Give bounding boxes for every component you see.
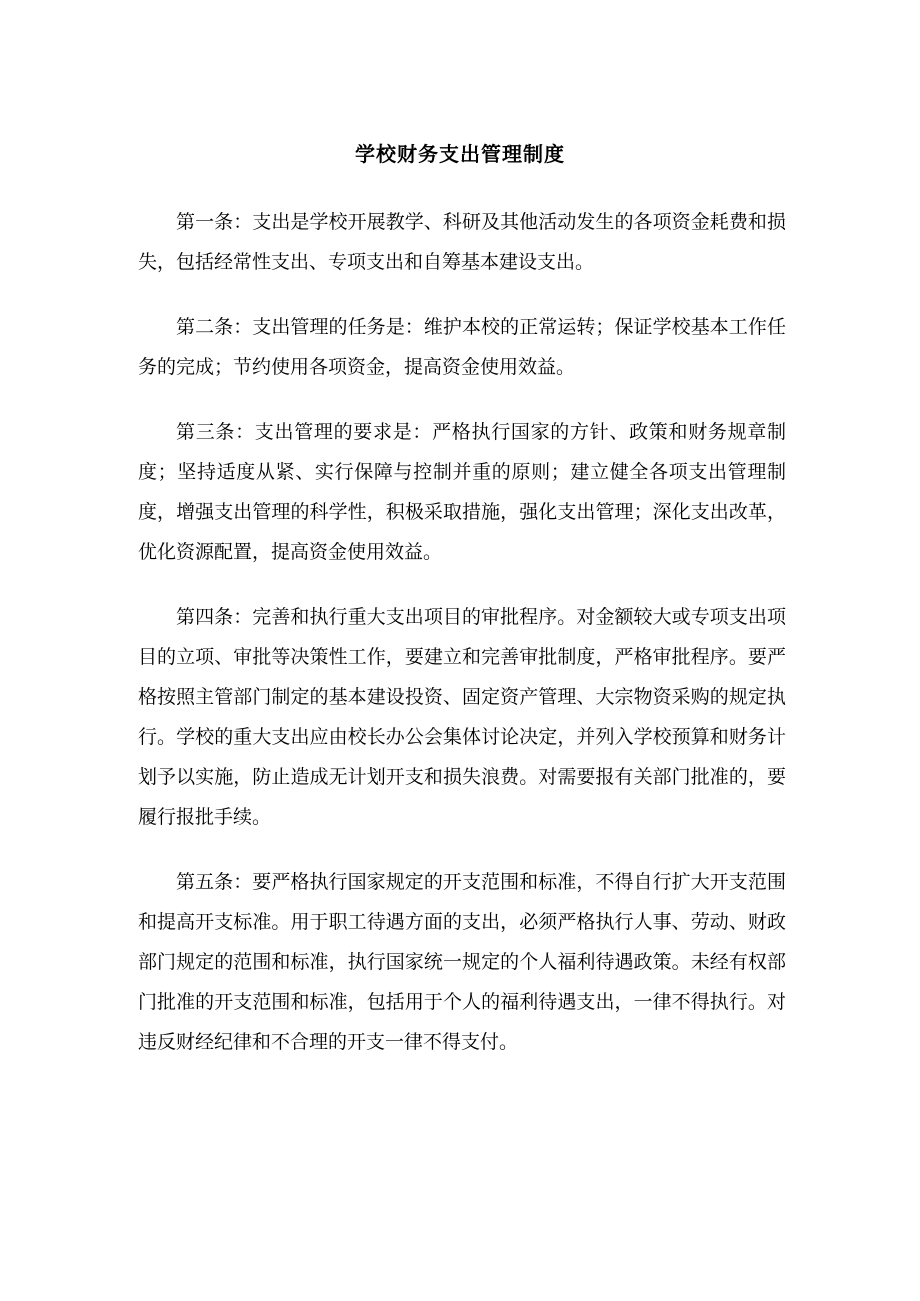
document-body <box>138 202 786 1087</box>
document-title: 学校财务支出管理制度 <box>355 142 565 166</box>
article-3: 第三条：支出管理的要求是：严格执行国家的方针、政策和财务规章制度；坚持适度从紧、实行保障与控制并重的原则；建立健全各项支出管理制度，增强支出管理的科学性，积极采取措施，强化支出管理；深化支出改革，优化资源配置，提高资金使用效益。 <box>138 421 786 563</box>
article-1: 第一条：支出是学校开展教学、科研及其他活动发生的各项资金耗费和损失，包括经常性支出、专项支出和自筹基本建设支出。 <box>138 211 786 273</box>
article-5: 第五条：要严格执行国家规定的开支范围和标准，不得自行扩大开支范围和提高开支标准。用于职工待遇方面的支出，必须严格执行人事、劳动、财政部门规定的范围和标准，执行国家统一规定的个人福利待遇政策。未经有权部门批准的开支范围和标准，包括用于个人的福利待遇支出，一律不得执行。对违反财经纪律和不合理的开支一律不得支付。 <box>138 871 786 1053</box>
article-4: 第四条：完善和执行重大支出项目的审批程序。对金额较大或专项支出项目的立项、审批等决策性工作，要建立和完善审批制度，严格审批程序。要严格按照主管部门制定的基本建设投资、固定资产管理、大宗物资采购的规定执行。学校的重大支出应由校长办公会集体讨论决定，并列入学校预算和财务计划予以实施，防止造成无计划开支和损失浪费。对需要报有关部门批准的，要履行报批手续。 <box>138 606 786 828</box>
article-2: 第二条：支出管理的任务是：维护本校的正常运转；保证学校基本工作任务的完成；节约使用各项资金，提高资金使用效益。 <box>138 316 786 378</box>
